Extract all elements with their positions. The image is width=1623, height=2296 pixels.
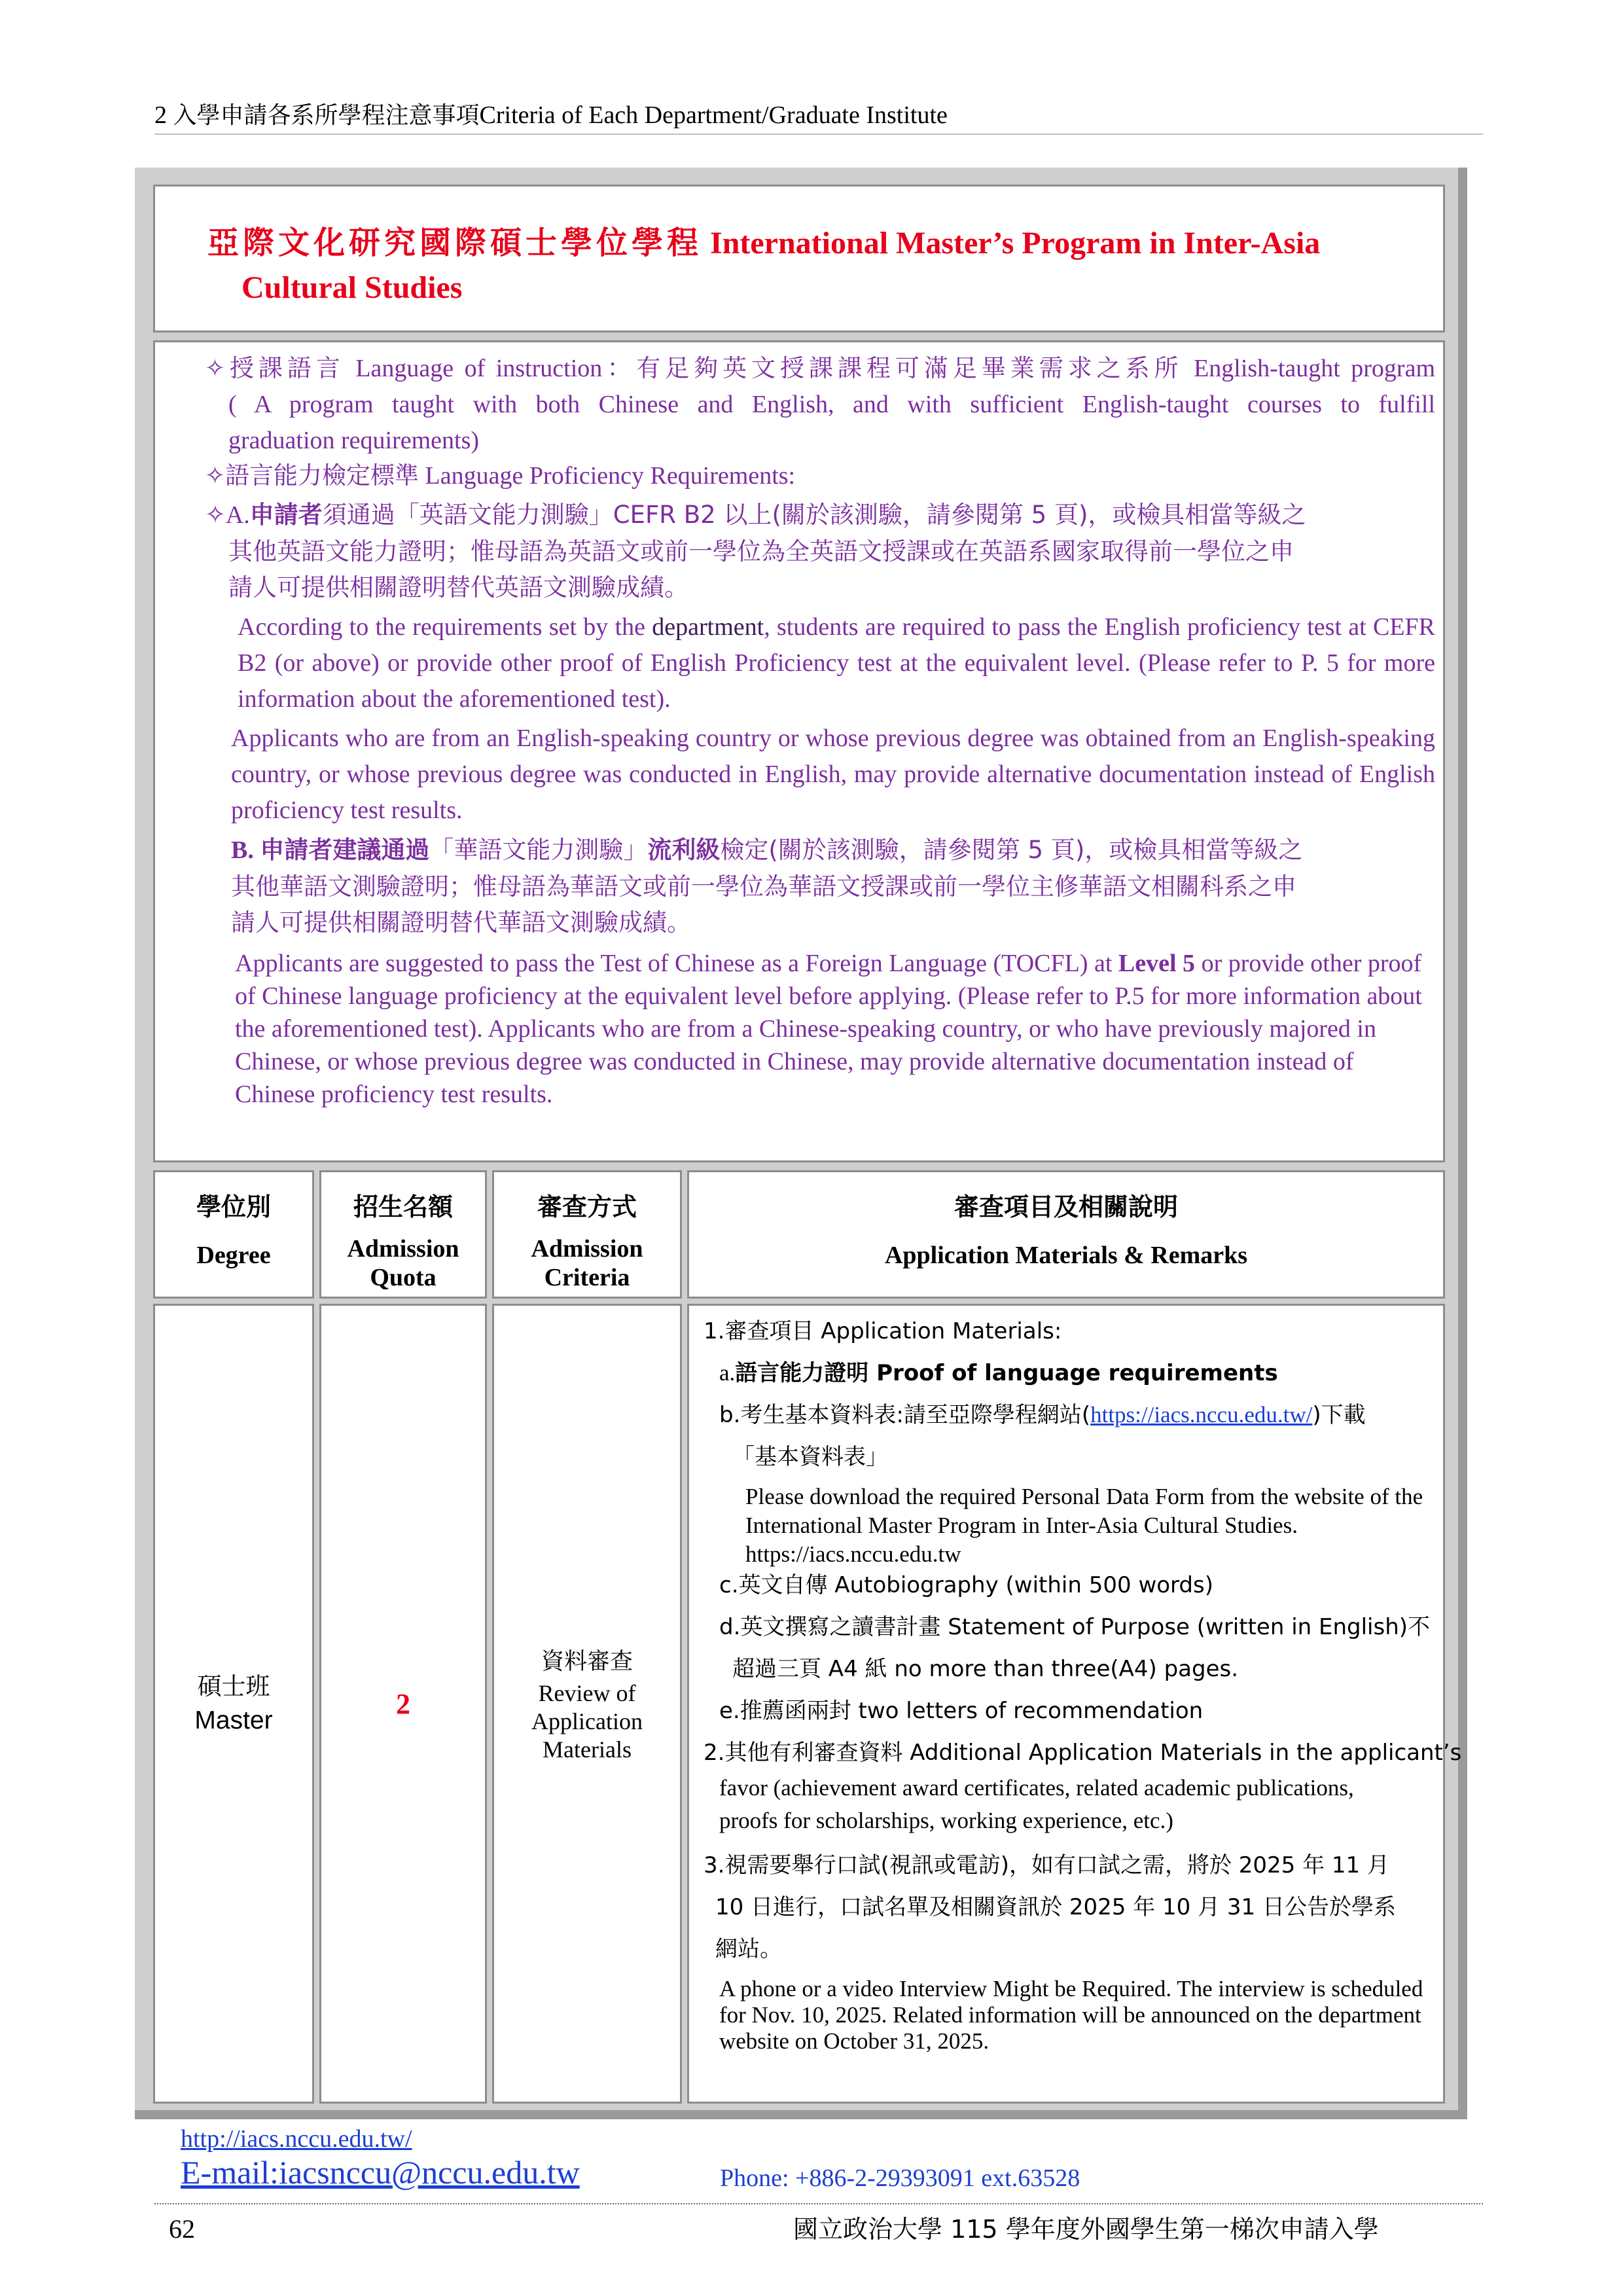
program-title-en-1: International Master’s Program in Inter-Asia <box>710 226 1321 260</box>
materials-item-b-pre: b.考生基本資料表:請至亞際學程網站( <box>719 1402 1091 1428</box>
materials-item-3-line-1: 3.視需要舉行口試(視訊或電訪)，如有口試之需，將於 2025 年 11 月 <box>704 1852 1389 1878</box>
materials-item-b-line-2-text: 「基本資料表」 <box>732 1444 888 1470</box>
header-number: 2 <box>154 101 167 129</box>
cell-criteria <box>492 1304 682 2104</box>
requirement-b-en-pre: Applicants are suggested to pass the Test of Chinese as a Foreign Language (TOCFL) at <box>235 950 1113 977</box>
footer-phone: Phone: +886-2-29393091 ext.63528 <box>720 2164 1080 2192</box>
requirement-a-prefix: ✧A. <box>205 501 250 529</box>
cell-degree <box>153 1304 314 2104</box>
materials-item-3-line-3-text: 網站。 <box>715 1936 782 1962</box>
requirement-b-prefix: B. <box>231 836 254 864</box>
program-title-zh: 亞際文化研究國際碩士學位學程 <box>207 224 703 261</box>
requirement-b-en-level: Level 5 <box>1118 950 1196 977</box>
requirement-b-line-3: 請人可提供相關證明替代華語文測驗成績。 <box>231 908 691 937</box>
proficiency-heading <box>205 457 1435 494</box>
requirement-a-en-2: Applicants who are from an English-speaking country or whose previous degree was obtained from an English-speaking country, or whose previous degree was conducted in English, may provide alternative documentation instead of English proficiency test results. <box>231 725 1435 824</box>
header-materials-zh: 審查項目及相關說明 <box>954 1193 1178 1221</box>
materials-item-d <box>719 1611 1430 1643</box>
instruction-line-3: graduation requirements) <box>228 427 480 454</box>
materials-item-b <box>719 1399 1366 1431</box>
header-materials <box>687 1170 1445 1299</box>
requirement-b-bold-1: 申請者建議通過 <box>260 836 430 864</box>
header-materials-en: Application Materials & Remarks <box>884 1242 1248 1269</box>
requirement-b-line-2: 其他華語文測驗證明；惟母語為華語文或前一學位為華語文授課或前一學位主修華語文相關科系之申 <box>231 872 1296 901</box>
criteria-zh: 資料審查 <box>541 1648 633 1675</box>
materials-item-c <box>719 1569 1213 1602</box>
materials-item-d-line-2 <box>732 1653 1238 1685</box>
header-criteria <box>492 1170 682 1299</box>
degree-zh: 碩士班 <box>197 1672 270 1700</box>
materials-item-3-line-2 <box>715 1891 1396 1924</box>
materials-item-2-line-1: 2.其他有利審查資料 Additional Application Materials in the applicant’s <box>704 1740 1462 1766</box>
requirement-a-zh <box>205 497 1435 605</box>
materials-item-c-text: c.英文自傳 Autobiography (within 500 words) <box>719 1572 1213 1598</box>
materials-item-b-line-2 <box>732 1441 888 1473</box>
requirement-a-applicant: 申請者 <box>249 501 323 529</box>
header-degree-en: Degree <box>196 1242 271 1269</box>
requirement-a-line-1: 須通過「英語文能力測驗」CEFR B2 以上(關於該測驗，請參閱第 5 頁)，或檢具相當等級之 <box>322 501 1306 529</box>
language-requirements-box <box>153 340 1445 1162</box>
requirement-b-mid: 「華語文能力測驗」 <box>429 836 648 864</box>
materials-item-2-line-2: favor (achievement award certificates, related academic publications, <box>719 1775 1354 1801</box>
footer-divider <box>154 2203 1483 2204</box>
footer-publication <box>793 2210 1379 2249</box>
materials-item-b-post: )下載 <box>1312 1402 1366 1428</box>
requirement-b-en <box>235 947 1435 1111</box>
criteria-en: Review of Application Materials <box>531 1679 643 1763</box>
header-criteria-zh: 審查方式 <box>537 1193 637 1221</box>
requirement-a-en-1 <box>238 609 1435 717</box>
header-title-en: Criteria of Each Department/Graduate Institute <box>479 101 948 129</box>
requirement-a-line-2: 其他英語文能力證明；惟母語為英語文或前一學位為全英語文授課或在英語系國家取得前一學位之申 <box>228 537 1294 565</box>
footer-website-link[interactable]: http://iacs.nccu.edu.tw/ <box>181 2125 412 2153</box>
materials-item-d-line-1: d.英文撰寫之讀書計畫 Statement of Purpose (written in English)不 <box>719 1614 1431 1640</box>
materials-item-a <box>719 1357 1278 1390</box>
program-title-en-2: Cultural Studies <box>241 270 463 305</box>
program-title <box>207 221 1438 310</box>
page-number: 62 <box>169 2214 195 2244</box>
footer-email-link[interactable]: E-mail:iacsnccu@nccu.edu.tw <box>181 2154 580 2191</box>
materials-item-d-line-2-text: 超過三頁 A4 紙 no more than three(A4) pages. <box>732 1656 1239 1682</box>
materials-item-2 <box>704 1736 1461 1769</box>
materials-item-3-line-3 <box>715 1933 782 1965</box>
materials-item-a-label: a. <box>719 1360 736 1386</box>
header-degree <box>153 1170 314 1299</box>
cell-materials <box>687 1304 1462 2104</box>
proficiency-heading-zh: ✧語言能力檢定標準 <box>205 461 419 490</box>
cell-quota <box>319 1304 487 2104</box>
header-criteria-en: Admission Criteria <box>531 1235 643 1291</box>
materials-item-a-text: 語言能力證明 Proof of language requirements <box>735 1360 1278 1386</box>
materials-item-e-text: e.推薦函兩封 two letters of recommendation <box>719 1698 1204 1724</box>
running-header <box>154 97 1483 135</box>
header-quota-en: Admission Quota <box>347 1235 459 1291</box>
instruction-en: English-taught program <box>1194 355 1435 382</box>
materials-item-1-text: 1.審查項目 Application Materials: <box>704 1318 1062 1344</box>
degree-en: Master <box>194 1706 273 1734</box>
footer-publication-text: 國立政治大學 115 學年度外國學生第一梯次申請入學 <box>793 2215 1379 2244</box>
instruction-zh: 有足夠英文授課課程可滿足畢業需求之系所 <box>636 354 1183 382</box>
materials-item-1 <box>704 1315 1061 1348</box>
requirement-a-en-1-post: , students are required to pass the English proficiency test at CEFR B2 (or above) or provide other proof of English Proficiency test at the equivalent level. (Please refer to P. 5 for more information about the aforementioned test). <box>238 613 1436 713</box>
header-title-zh: 入學申請各系所學程注意事項 <box>173 102 480 129</box>
iacs-website-link[interactable]: https://iacs.nccu.edu.tw/ <box>1090 1402 1313 1427</box>
program-frame <box>135 168 1467 2119</box>
header-degree-zh: 學位別 <box>196 1193 271 1221</box>
title-box <box>153 185 1445 332</box>
requirement-b-en-post: or provide other proof of Chinese language proficiency at the equivalent level before applying. (Please refer to P.5 for more information about the aforementioned test). Applicants who are from a Chinese-speaking country, or who have previously majored in Chinese, or whose previous degree was conducted in Chinese, may provide alternative documentation instead of Chinese proficiency test results. <box>235 950 1422 1108</box>
requirement-b-line-1: 檢定(關於該測驗，請參閱第 5 頁)，或檢具相當等級之 <box>720 836 1303 864</box>
materials-item-3-line-2-text: 10 日進行，口試名單及相關資訊於 2025 年 10 月 31 日公告於學系 <box>715 1894 1396 1920</box>
instruction-label-en: Language of instruction： <box>355 355 637 382</box>
materials-item-2-line-3: proofs for scholarships, working experience, etc.) <box>719 1808 1173 1833</box>
quota-value: 2 <box>396 1687 410 1720</box>
requirement-a-en-1-pre: According to the requirements set by the <box>238 613 645 641</box>
requirement-b-bold-2: 流利級 <box>647 836 721 864</box>
instruction-label-zh: ✧授課語言 <box>205 354 345 382</box>
requirement-b-zh <box>231 832 1435 941</box>
materials-item-3 <box>704 1849 1389 1882</box>
header-quota <box>319 1170 487 1299</box>
header-quota-zh: 招生名額 <box>353 1193 453 1221</box>
materials-item-b-en: Please download the required Personal Data Form from the website of the International Master Program in Inter-Asia Cultural Studies. https://iacs.nccu.edu.tw <box>745 1484 1423 1567</box>
proficiency-heading-en: Language Proficiency Requirements: <box>425 462 796 490</box>
materials-item-3-en: A phone or a video Interview Might be Required. The interview is scheduled for Nov. 10, 2025. Related information will be announced on the department website on October 31, 2025. <box>719 1976 1423 2054</box>
materials-item-e <box>719 1695 1203 1727</box>
instruction-line-2: ( A program taught with both Chinese and English, and with sufficient English-taught courses to fulfill <box>228 391 1435 418</box>
instruction-language <box>205 350 1435 459</box>
requirement-a-line-3: 請人可提供相關證明替代英語文測驗成績。 <box>228 573 688 601</box>
requirement-a-en-1-dept: department <box>652 613 764 641</box>
